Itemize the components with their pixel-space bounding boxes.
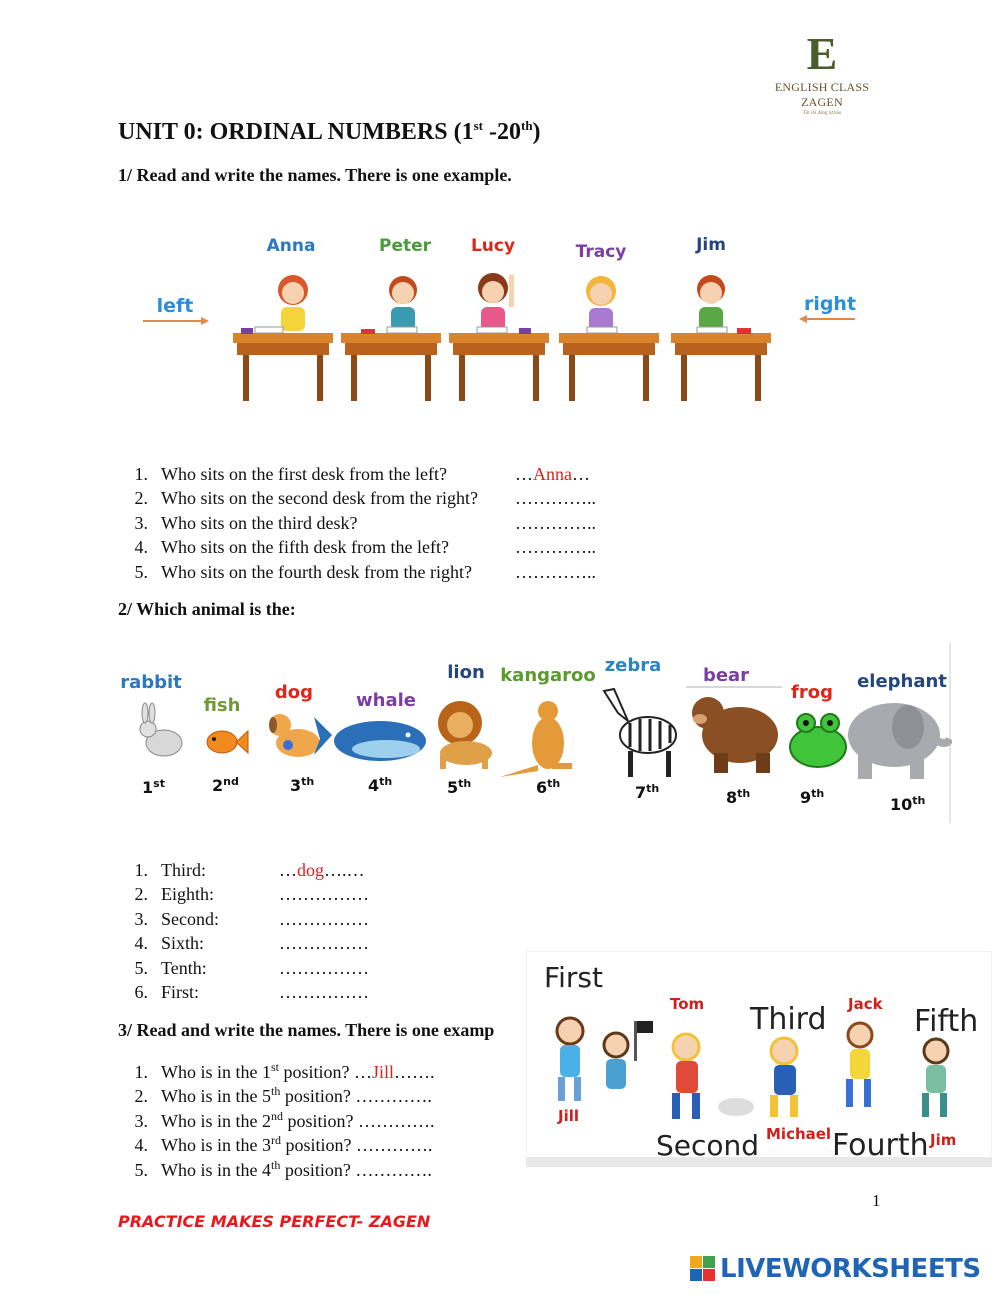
list-item: 3. Second: …………… — [134, 908, 369, 929]
answer-example: Anna — [533, 464, 572, 484]
list-item: 2. Who sits on the second desk from the right? ………….. — [134, 488, 596, 509]
animal-name-rabbit: rabbit — [120, 672, 182, 693]
animal-name-elephant: elephant — [857, 671, 947, 692]
list-item: 1. Third: …dog….… — [134, 860, 365, 880]
dog-icon — [269, 714, 320, 757]
answer-blank[interactable]: …………… — [279, 908, 369, 929]
list-item: 1. Who is in the 1st position? …Jill……. — [134, 1060, 435, 1082]
animal-name-fish: fish — [203, 695, 241, 716]
runner-name-michael: Michael — [766, 1125, 832, 1143]
list-item: 2. Eighth: …………… — [134, 884, 369, 905]
frog-icon — [790, 714, 846, 767]
student-lucy-icon — [449, 273, 549, 401]
liveworksheets-logo[interactable] — [690, 1254, 981, 1284]
answer-example: Jill — [372, 1062, 395, 1082]
logo-name: ENGLISH CLASS ZAGEN — [774, 80, 870, 109]
section2-heading: 2/ Which animal is the: — [118, 599, 296, 619]
whale-icon — [314, 717, 426, 761]
answer-blank[interactable]: ………….. — [515, 561, 596, 582]
student-anna-icon — [233, 275, 333, 401]
desk-name-jim: Jim — [696, 235, 726, 255]
ordinal-1: 1st — [142, 777, 165, 797]
section1-questions — [118, 462, 596, 584]
runner-name-jim: Jim — [930, 1131, 957, 1149]
desk-name-peter: Peter — [378, 236, 432, 256]
lion-icon — [438, 701, 492, 769]
ordinal-8: 8th — [726, 787, 751, 807]
rabbit-icon — [140, 703, 182, 756]
runner-name-tom: Tom — [670, 995, 705, 1013]
page-number: 1 — [872, 1191, 881, 1210]
ordinal-9: 9th — [800, 787, 825, 807]
word-first: First — [544, 961, 603, 994]
word-third: Third — [750, 1002, 827, 1037]
desk-name-anna: Anna — [266, 236, 316, 256]
list-item: 4. Who sits on the fifth desk from the left? ………….. — [134, 537, 596, 558]
left-label: left — [156, 295, 194, 317]
answer-blank[interactable]: …………. — [351, 1135, 433, 1156]
ordinal-6: 6th — [536, 777, 561, 797]
section3-questions — [118, 1055, 435, 1180]
zebra-icon — [604, 689, 676, 777]
page-title: UNIT 0: ORDINAL NUMBERS (1st -20th) — [118, 118, 541, 145]
logo-tagline: Tốt rồi đáng tự hào — [802, 111, 842, 116]
word-second: Second — [656, 1129, 760, 1162]
list-item: 5. Who is in the 4th position? …………. — [134, 1157, 432, 1180]
answer-blank[interactable]: …………… — [279, 884, 369, 905]
answer-blank[interactable]: ………….. — [515, 488, 596, 509]
footer-slogan: PRACTICE MAKES PERFECT- ZAGEN — [118, 1212, 431, 1231]
answer-blank[interactable]: ………….. — [515, 512, 596, 533]
answer-blank[interactable]: …………. — [350, 1159, 432, 1180]
ordinal-2: 2nd — [212, 775, 239, 795]
word-fifth: Fifth — [914, 1004, 979, 1039]
list-item: 5. Who sits on the fourth desk from the right? ………….. — [134, 561, 596, 582]
animal-name-bear: bear — [702, 665, 750, 686]
race-positions-image — [526, 951, 992, 1167]
ordinal-4: 4th — [368, 775, 393, 795]
list-item: 3. Who sits on the third desk? ………….. — [134, 512, 596, 533]
list-item: 1. Who sits on the first desk from the left? …Anna… — [134, 464, 590, 484]
animal-name-whale: whale — [356, 690, 416, 711]
animal-name-frog: frog — [791, 682, 833, 703]
list-item: 3. Who is in the 2nd position? …………. — [134, 1108, 435, 1131]
ordinal-7: 7th — [635, 782, 660, 802]
section3-heading: 3/ Read and write the names. There is one examp — [118, 1020, 495, 1040]
ordinal-5: 5th — [447, 777, 472, 797]
answer-blank[interactable]: …………… — [279, 981, 369, 1002]
student-jim-icon — [671, 275, 771, 401]
list-item: 6. First: …………… — [134, 981, 369, 1002]
student-peter-icon — [341, 276, 441, 401]
classroom-desks-image — [135, 225, 865, 410]
answer-blank[interactable]: …………. — [350, 1086, 432, 1107]
section1-heading: 1/ Read and write the names. There is one example. — [118, 165, 512, 185]
student-tracy-icon — [559, 276, 659, 401]
liveworksheets-badge-icon — [690, 1256, 716, 1282]
runner-name-jill: Jill — [558, 1107, 580, 1125]
answer-example: dog — [297, 860, 324, 880]
answer-blank[interactable]: …………… — [279, 957, 369, 978]
list-item: 5. Tenth: …………… — [134, 957, 369, 978]
liveworksheets-text: LIVEWORKSHEETS — [720, 1254, 981, 1284]
animal-name-kangaroo: kangaroo — [500, 665, 596, 686]
list-item: 4. Who is in the 3rd position? …………. — [134, 1133, 433, 1156]
word-fourth: Fourth — [832, 1128, 929, 1163]
section2-questions — [118, 858, 369, 1004]
logo — [760, 28, 884, 116]
animals-order-image — [118, 643, 952, 828]
animal-name-zebra: zebra — [604, 655, 662, 676]
list-item: 2. Who is in the 5th position? …………. — [134, 1084, 432, 1107]
answer-blank[interactable]: ………….. — [515, 537, 596, 558]
answer-blank[interactable]: …………. — [353, 1110, 435, 1131]
fish-icon — [207, 731, 248, 753]
bear-icon — [692, 697, 778, 773]
desk-name-tracy: Tracy — [575, 242, 627, 262]
logo-letter: E — [806, 28, 838, 79]
right-label: right — [803, 293, 857, 315]
ordinal-3: 3th — [290, 775, 315, 795]
animal-name-dog: dog — [274, 682, 314, 703]
runner-name-jack: Jack — [848, 995, 883, 1013]
desk-name-lucy: Lucy — [470, 236, 516, 256]
list-item: 4. Sixth: …………… — [134, 933, 369, 954]
elephant-icon — [848, 703, 950, 779]
kangaroo-icon — [500, 701, 572, 777]
animal-name-lion: lion — [447, 662, 485, 683]
ordinal-10: 10th — [890, 794, 926, 814]
answer-blank[interactable]: …………… — [279, 933, 369, 954]
